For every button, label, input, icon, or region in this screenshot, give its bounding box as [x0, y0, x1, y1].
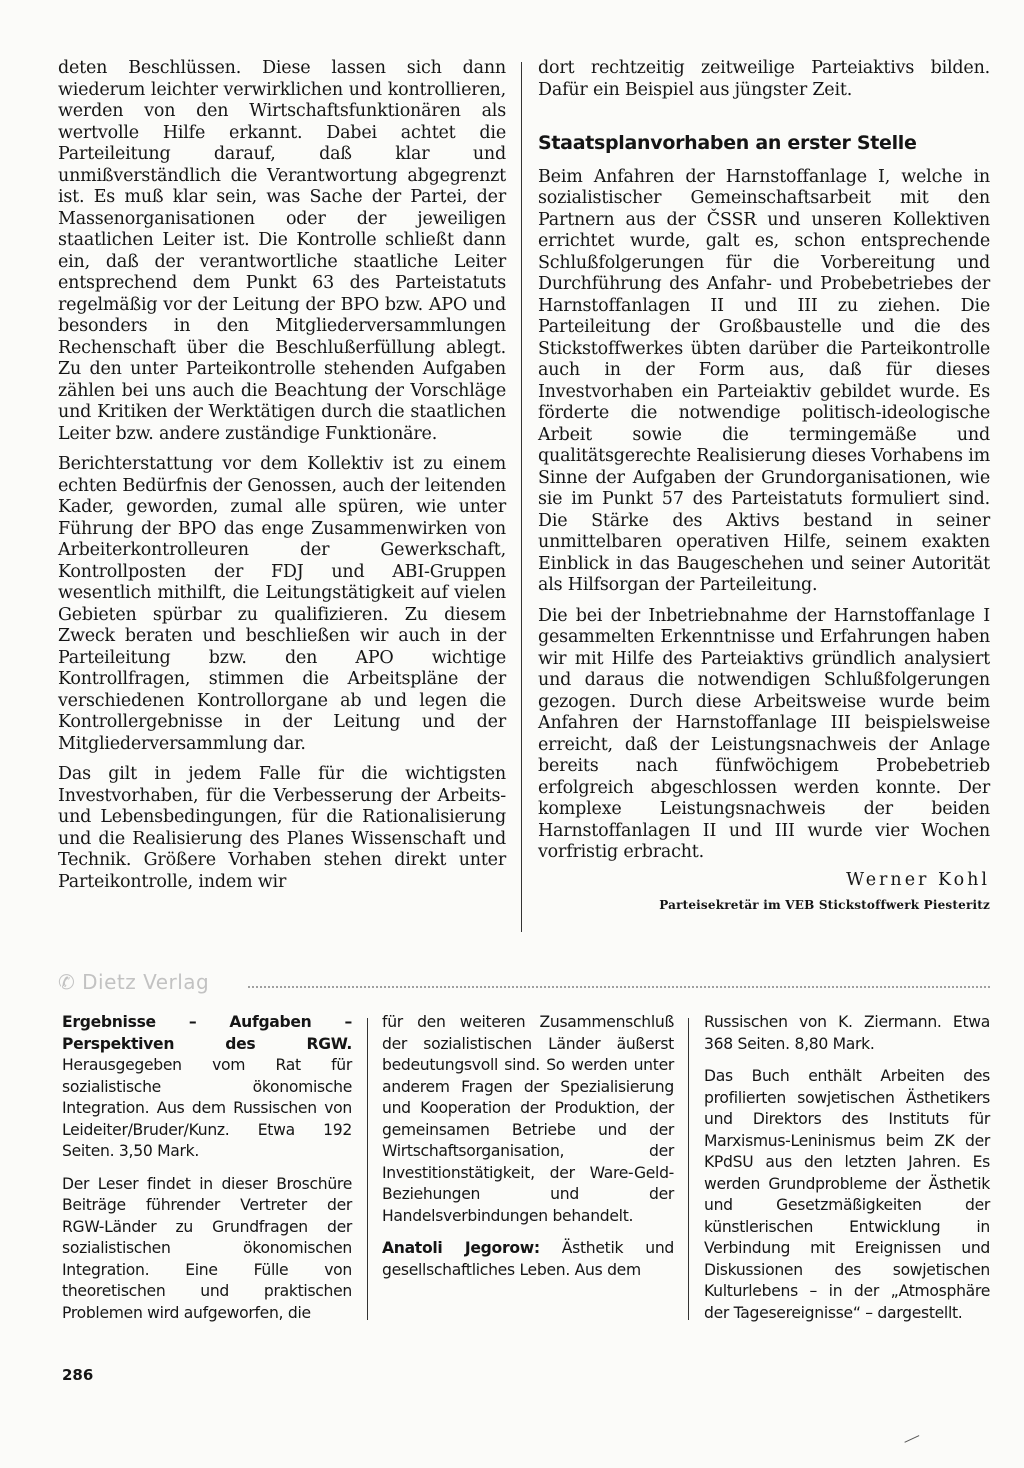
book-meta: Herausgegeben vom Rat für sozialistische ökonomische Integration. Aus dem Russischen von Leideiter/Bruder/Kunz. Etwa 192 Seiten. 3,50 Mark. — [62, 1056, 352, 1160]
column-divider — [521, 62, 522, 932]
book-title: Ästhetik und gesellschaftliches Leben. Aus dem — [382, 1239, 674, 1279]
review-column-3 — [704, 1012, 990, 1324]
review-body: für den weiteren Zusammenschluß der sozialistischen Länder äußerst bedeutungsvoll sind. So werden unter anderem Fragen der Spezialisierung und Kooperation der Produktion, der gemeinsamen Betriebe und der Wirtschaftsorganisation, der Investitionstätigkeit, der Ware-Geld-Beziehungen und der Handelsverbindungen behandelt. — [382, 1013, 674, 1225]
review-column-2 — [382, 1012, 674, 1281]
dotted-separator — [248, 986, 990, 988]
article-column-right — [538, 58, 990, 917]
review-divider — [367, 1018, 368, 1320]
review-body: Der Leser findet in dieser Broschüre Beiträge führender Vertreter der RGW-Länder zu Grundfragen der sozialistischen ökonomischen Integration. Eine Fülle von theoretischen und praktischen Problemen wird aufgeworfen, die — [62, 1174, 352, 1322]
publisher-name: Dietz Verlag — [82, 970, 210, 994]
article-paragraph: Beim Anfahren der Harnstoffanlage I, welche in sozialistischer Gemeinschaftsarbeit mit den Partnern aus der ČSSR und unseren Kollektiven errichtet wurde, galt es, schon entsprechende Schlußfolgerungen für die Vorbereitung und Durchführung des Anfahr- und Probebetriebes der Harnstoffanlagen II und III zu ziehen. Die Parteileitung der Großbaustelle und die des Stickstoffwerkes übten darüber die Parteikontrolle auch in der Form aus, daß für dieses Investvorhaben ein Parteiaktiv gebildet wurde. Es förderte die notwendige politisch-ideologische Arbeit sowie die termingemäße und qualitätsgerechte Realisierung dieses Vorhabens im Sinne der Aufgaben der Grundorganisationen, wie sie im Punkt 57 des Parteistatuts formuliert sind. Die Stärke des Aktivs bestand in seiner unmittelbaren operativen Hilfe, seinem exakten Einblick in das Baugeschehen und seiner Autorität als Hilfsorgan der Parteileitung. — [538, 166, 990, 595]
article-paragraph: Berichterstattung vor dem Kollektiv ist zu einem echten Bedürfnis der Genossen, auch der leitenden Kader, geworden, zumal alle spüren, wie unter Führung der BPO das enge Zusammenwirken von Arbeiterkontrolleuren der Gewerkschaft, Kontrollposten der FDJ und ABI-Gruppen wesentlich mithilft, die Leitungstätigkeit auf vielen Gebieten spürbar zu qualifizieren. Zu diesem Zweck beraten und beschließen wir auch in der Parteileitung bzw. den APO wichtige Kontrollfragen, stimmen die Arbeitspläne der verschiedenen Kontrollorgane ab und legen die Kontrollergebnisse in der Leitung und der Mitgliederversammlung dar. — [58, 454, 506, 754]
author-name: Werner Kohl — [846, 869, 990, 890]
article-paragraph: Das gilt in jedem Falle für die wichtigsten Investvorhaben, für die Verbesserung der Arbeits- und Lebensbedingungen, für die Rationalisierung und die Realisierung des Planes Wissenschaft und Technik. Größere Vorhaben stehen direkt unter Parteikontrolle, indem wir — [58, 764, 506, 892]
publisher-logo-icon: ✆ — [58, 970, 76, 994]
publisher-mark — [58, 970, 209, 994]
book-meta: Russischen von K. Ziermann. Etwa 368 Seiten. 8,80 Mark. — [704, 1013, 990, 1053]
article-column-left — [58, 58, 506, 893]
page-number: 286 — [62, 1366, 94, 1384]
section-subheading: Staatsplanvorhaben an erster Stelle — [538, 132, 917, 154]
book-author: Anatoli Jegorow: — [382, 1239, 540, 1257]
author-role: Parteisekretär im VEB Stickstoffwerk Piesteritz — [659, 898, 990, 912]
review-divider — [688, 1018, 689, 1320]
review-column-1 — [62, 1012, 352, 1324]
review-entry — [382, 1238, 674, 1281]
article-paragraph: deten Beschlüssen. Diese lassen sich dann wiederum leichter verwirklichen und kontrollieren, werden von den Wirtschaftsfunktionären als wertvolle Hilfe erkannt. Dabei achtet die Parteileitung darauf, daß klar und unmißverständlich die Verantwortung abgegrenzt ist. Es muß klar sein, was Sache der Partei, der Massenorganisationen oder der jeweiligen staatlichen Leiter ist. Die Kontrolle schließt dann ein, daß der verantwortliche staatliche Leiter entsprechend dem Punkt 63 des Parteistatuts regelmäßig vor der Leitung der BPO bzw. APO und besonders in den Mitgliederversammlungen Rechenschaft über die Beschlußerfüllung ablegt. Zu den unter Parteikontrolle stehenden Aufgaben zählen bei uns auch die Beachtung der Vorschläge und Kritiken der Werktätigen durch die staatlichen Leiter bzw. andere zuständige Funktionäre. — [58, 58, 506, 444]
book-title: Ergebnisse – Aufgaben – Perspektiven des RGW. — [62, 1013, 352, 1053]
scan-mark — [904, 1435, 923, 1452]
article-paragraph: Die bei der Inbetriebnahme der Harnstoffanlage I gesammelten Erkenntnisse und Erfahrungen haben wir mit Hilfe des Parteiaktivs gründlich analysiert und daraus die notwendigen Schlußfolgerungen gezogen. Durch diese Arbeitsweise wurde beim Anfahren der Harnstoffanlage III beispielsweise erreicht, daß der Leistungsnachweis der Anlage bereits nach fünfwöchigem Probebetrieb erfolgreich abgeschlossen werden konnte. Der komplexe Leistungsnachweis der beiden Harnstoffanlagen II und III wurde vier Wochen vorfristig erbracht. — [538, 605, 990, 862]
review-body: Das Buch enthält Arbeiten des profilierten sowjetischen Ästhetikers und Direktors des Instituts für Marxismus-Leninismus beim ZK der KPdSU aus den letzten Jahren. Es werden Grundprobleme der Ästhetik und Gesetzmäßigkeiten der künstlerischen Entwicklung in Verbindung mit Ereignissen und Diskussionen des sowjetischen Kulturlebens – in der „Atmosphäre der Tagesereignisse“ – dargestellt. — [704, 1067, 990, 1322]
review-entry — [62, 1012, 352, 1163]
article-paragraph: dort rechtzeitig zeitweilige Parteiaktivs bilden. Dafür ein Beispiel aus jüngster Zeit. — [538, 58, 990, 100]
